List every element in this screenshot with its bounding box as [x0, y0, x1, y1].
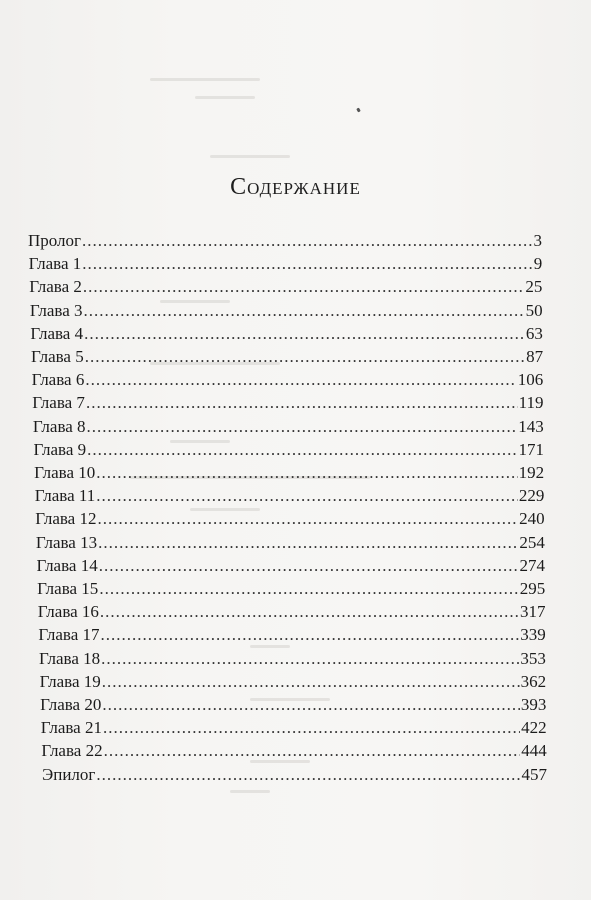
toc-entry-page-number: 339 — [520, 625, 546, 645]
toc-dot-leader — [101, 624, 520, 646]
toc-entry — [33, 439, 543, 461]
toc-entry — [39, 648, 546, 670]
show-through-mark — [195, 96, 255, 99]
toc-entry-label: Глава 3 — [29, 300, 83, 320]
toc-entry — [28, 230, 542, 252]
toc-entry-label: Глава 14 — [36, 555, 98, 575]
toc-entry — [31, 346, 543, 368]
toc-entry-label: Глава 17 — [38, 625, 100, 645]
toc-entry — [35, 485, 545, 507]
toc-entry-label: Глава 11 — [34, 486, 96, 506]
toc-entry-label: Глава 22 — [41, 741, 103, 761]
toc-entry — [32, 392, 543, 414]
toc-dot-leader — [103, 717, 520, 739]
show-through-mark — [210, 155, 290, 158]
toc-dot-leader — [96, 485, 518, 507]
toc-entry — [37, 578, 545, 600]
toc-dot-leader — [87, 416, 518, 438]
toc-entry — [40, 694, 546, 716]
toc-entry-label: Глава 19 — [39, 671, 101, 691]
toc-entry — [38, 601, 546, 623]
toc-entry-page-number: 106 — [517, 370, 544, 390]
toc-entry-page-number: 3 — [533, 231, 542, 250]
toc-dot-leader — [87, 439, 517, 461]
toc-entry-label: Глава 7 — [32, 393, 85, 413]
toc-dot-leader — [82, 253, 532, 275]
toc-entry-label: Глава 9 — [33, 439, 87, 459]
toc-entry — [36, 532, 545, 554]
show-through-mark — [150, 78, 260, 81]
toc-entry-label: Глава 18 — [38, 648, 101, 668]
toc-dot-leader — [85, 369, 516, 391]
toc-entry-page-number: 143 — [518, 416, 544, 436]
toc-entry-page-number: 274 — [519, 555, 546, 575]
toc-entry-page-number: 119 — [518, 393, 544, 413]
toc-entry — [37, 555, 546, 577]
toc-entry-page-number: 353 — [520, 648, 546, 668]
toc-entry-page-number: 192 — [518, 463, 545, 482]
toc-entry-page-number: 9 — [533, 254, 543, 274]
toc-entry-page-number: 317 — [519, 602, 546, 622]
toc-entry-page-number: 229 — [518, 486, 545, 506]
toc-entry-page-number: 240 — [519, 509, 545, 529]
toc-entry — [34, 462, 544, 484]
toc-dot-leader — [96, 462, 517, 484]
toc-entry-page-number: 171 — [518, 439, 544, 459]
toc-entry — [30, 323, 542, 345]
toc-entry — [33, 416, 544, 438]
toc-dot-leader — [86, 392, 518, 414]
toc-entry-page-number: 422 — [521, 718, 547, 738]
toc-entry — [29, 276, 542, 298]
toc-entry — [29, 253, 543, 275]
toc-dot-leader — [101, 648, 519, 670]
toc-entry-label: Глава 15 — [37, 579, 99, 598]
toc-dot-leader — [97, 508, 518, 530]
toc-entry-page-number: 457 — [521, 764, 547, 784]
toc-entry-page-number: 87 — [526, 347, 544, 366]
toc-entry-label: Глава 10 — [34, 463, 96, 482]
toc-entry-page-number: 50 — [525, 300, 543, 320]
toc-entry-label: Глава 12 — [35, 509, 97, 529]
toc-dot-leader — [84, 300, 525, 322]
table-of-contents — [0, 230, 591, 790]
toc-dot-leader — [102, 671, 520, 693]
toc-entry — [41, 740, 546, 762]
toc-entry — [40, 671, 547, 693]
toc-dot-leader — [99, 578, 518, 600]
toc-entry-label: Пролог — [28, 231, 82, 250]
ink-speck — [356, 108, 361, 113]
toc-entry — [30, 300, 543, 322]
toc-entry — [38, 624, 545, 646]
toc-entry-page-number: 25 — [525, 277, 543, 297]
toc-entry — [35, 508, 544, 530]
toc-entry-label: Глава 5 — [31, 347, 84, 366]
toc-dot-leader — [96, 764, 520, 786]
toc-entry-label: Глава 8 — [32, 416, 86, 436]
toc-entry — [42, 764, 547, 786]
toc-dot-leader — [104, 740, 521, 762]
toc-dot-leader — [84, 323, 525, 345]
toc-entry-page-number: 444 — [521, 741, 547, 761]
page-title: Содержание — [230, 174, 361, 200]
toc-entry — [41, 717, 547, 739]
toc-entry-page-number: 295 — [519, 579, 546, 598]
toc-dot-leader — [100, 601, 519, 623]
toc-entry-label: Глава 16 — [37, 602, 99, 622]
toc-dot-leader — [82, 230, 532, 252]
toc-entry-page-number: 254 — [519, 532, 545, 552]
toc-entry-label: Глава 20 — [40, 695, 102, 714]
toc-entry-label: Глава 4 — [30, 323, 84, 343]
toc-entry — [32, 369, 544, 391]
toc-entry-label: Глава 2 — [29, 277, 82, 297]
toc-dot-leader — [83, 276, 525, 298]
toc-dot-leader — [98, 532, 518, 554]
toc-entry-label: Эпилог — [42, 764, 96, 784]
toc-entry-page-number: 393 — [520, 695, 547, 714]
toc-entry-label: Глава 13 — [35, 532, 98, 552]
toc-entry-label: Глава 6 — [31, 370, 85, 390]
toc-dot-leader — [85, 346, 525, 368]
toc-entry-label: Глава 21 — [40, 718, 102, 738]
toc-entry-page-number: 63 — [525, 323, 543, 343]
toc-entry-page-number: 362 — [520, 671, 547, 691]
show-through-mark — [230, 790, 270, 793]
toc-dot-leader — [102, 694, 519, 716]
toc-entry-label: Глава 1 — [28, 254, 82, 274]
toc-dot-leader — [99, 555, 519, 577]
